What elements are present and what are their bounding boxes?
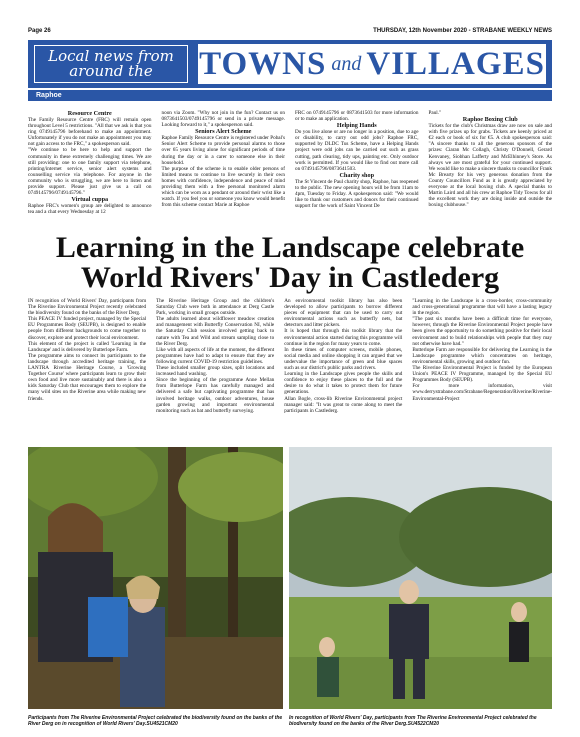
paragraph: The purpose of the scheme is to enable older persons of limited means to continue to live securely in their own homes with confidence, independence and peace of mind providing them with a free personal monitored alarm which can be worn as a pendant or around their wrist like a watch. If you feel you or someone you know would benefit from this scheme contact Marie at Raphoe [161,165,285,209]
paragraph: These included smaller group sizes, split locations and increased hand washing. [156,365,275,378]
section-name: Raphoe [36,92,62,99]
paragraph: The Riverine Heritage Group and the children's Saturday Club were both in attendance at Derg Castle Park, working in small groups outside. [156,298,275,317]
article-column-1 [28,298,146,444]
paragraph: noon via Zoom. "Why not join in the fun? Contact us on 0873641503/0749145796 or send in a private message. Looking forward to it," a spokesperson said. [161,110,285,129]
paragraph: The Riverine Environmental Project is funded by the European Union's PEACE IV Programme, managed by the Special EU Programmes Body (SEUPB). [412,365,552,384]
local-news-line1: Local news from [48,47,174,65]
paragraph: The adults learned about wildflower meadow creation and management with Butterfly Conservation NI, while the Saturday Club session involved getting back to nature with Tea and Wild and stream sampling close to the River Derg. [156,316,275,347]
page-number: Page 26 [28,28,51,34]
virtual-cuppa-heading: Virtual cuppa [71,196,109,204]
article-column-4 [412,298,552,444]
towns-villages-logo [198,44,546,84]
headline [28,233,552,293]
paragraph: Like with all aspects of life at the moment, the different programmes have had to adapt to ensure that they are following current COVID-19 restriction guidelines. [156,346,275,365]
paragraph: In these times of computer screens, mobile phones, social media and online shopping it can argued that we undervalue the importance of green and blue spaces such as our district's public parks and rivers. [284,346,403,372]
and-word: and [331,52,362,75]
section-strip [28,90,552,101]
paragraph: "We continue to be here to help and support the community in these extremely challenging times. We are still providing: one to one family support via telephone, printing/internet service, senior alert systems and counselling service via telephone. For anyone in the community who is struggling, we are here to listen and provide support. Please just give us a call on 0749145796/0749145796." [28,147,152,197]
photo-adults-field [289,447,552,709]
paragraph: Raphoe FRC's women's group are delighted to announce tea and a chat every Wednesday at 12 [28,203,152,216]
paragraph: This PEACE IV funded project, managed by the Special EU Programmes Body (SEUPB), is designed to enable people from different backgrounds to come together to discover, explore and protect their local environment. [28,316,147,341]
paragraph: The St Vincent de Paul charity shop, Raphoe, has reopened to the public. The new opening hours will be from 11am to 4pm, Tuesday to Friday. A spokesperson said: "We would like to thank our customers and donors for their continued support for the work of Saint Vincent De [295,178,419,210]
paragraph: Butterlope Farm are responsible for delivering the Learning in the Landscape programme which concentrates on heritage, environmental skills, growing and outdoor fun. [412,346,552,365]
article-body [28,298,552,444]
raphoe-news [28,110,552,228]
photo-caption-left: Participants from The Riverine Environmental Project celebrated the biodiversity found on the banks of the River Derg on in recognition of World Rivers' Day.SU4521CM20 [28,715,283,727]
paragraph: For more information, visit www.derrystrabane.com/Strabane/Regeneration/Riverine/Riverine-Environmental-Project [412,383,552,402]
paragraph: "Learning in the Landscape is a cross-border, cross-community and cross-generational programme that will have a lasting legacy in the region. [412,298,552,317]
photo-caption-right: In recognition of World Rivers' Day, participants from The Riverine Environmental Project celebrated the biodiversity found on the banks of the River Derg.SU4522CM20 [289,715,537,727]
resource-centre-heading: Resource Centre [67,110,112,117]
villages-word: VILLAGES [366,45,545,82]
paragraph: Raphoe Family Resource Centre is registered under Pobal's Senior Alert Scheme to provide personal alarms to those over 65 years living alone for significant periods of time during the day or in a carer to someone else in their household. [161,135,285,166]
seniors-alert-heading: Seniors Alert Scheme [195,128,252,136]
headline-line-2: World Rivers' Day in Castlederg [80,261,500,294]
paragraph: FRC on 0749145796 or 0873641503 for more information or to make an application. [295,110,419,123]
paragraph: Learning in the Landscape gives people the skills and confidence to enjoy these places to the full and the desire to do what it takes to protect them for future generations. [284,371,403,396]
towns-word: TOWNS [199,45,327,82]
page-header [28,26,552,36]
paragraph: Since the beginning of the programme Anne Mellan from Butterlope Farm has carefully managed and delivered a safe but captivating programme that has involved heritage walks, outdoor adventures, house garden growing and important environmental monitoring such as bat and butterfly surveying. [156,377,275,414]
upper-column-4 [429,110,553,228]
paragraph: "The past six months have been a difficult time for everyone, however, through the Riverine Environmental Project people have been given the opportunity to do something positive for their local environment and to build relationships with people that they may not otherwise have had." [412,316,552,347]
upper-column-2 [162,110,286,228]
paragraph: Tickets for the club's Christmas draw are now on sale and with five prizes up for grabs. Tickets are keenly priced at €2 each or book of six for €5. A club spokesperson said: "A sincere thanks to all the generous sponsors of the prizes: Ciaran Mc Collagh, Christy O'Donnell, Gerard Kenvaney, Siobhan Lafferty and McElhinney's Store. As always we are most grateful for your continued support. We would like to make a sincere thanks to councillor Frank Mc Brearty for his very generous donation from the County Councillors Fund as it is greatly appreciated by everyone at the local boxing club. A special thanks to Martin Laird and all his crew at Raphoe Tidy Towns for all the excellent work they are doing inside and outside the boxing clubhouse." [428,123,552,209]
paragraph: It is hoped that through this toolkit library that the environmental action started during this programme will continue in the region for many years to come. [284,328,403,347]
paragraph: An environmental toolkit library has also been developed to allow participants to borrow different pieces of equipment that can be used to carry out environmental actions such as butterfly nets, bat detectors and litter pickers. [284,298,403,329]
dateline: THURSDAY, 12th November 2020 - STRABANE WEEKLY NEWS [373,28,552,34]
article-column-2 [156,298,274,444]
upper-column-1 [28,110,152,228]
paragraph: The programme aims to connect its participants to the landscape through accredited heritage training, the LANTRA Riverine Heritage Course, a 'Growing Together Course' where participants learn to grow their own food and live more sustainably and there is also a kids Saturday Club that encourages them to explore the many wild sites on the Riverine area while making new friends. [28,352,147,402]
paragraph: The Family Resource Centre (FRC) will remain open throughout Level 5 restrictions. "All that we ask is that you ring 0749145796 beforehand to make an appointment. Unfortunately if you do not make an appointment you may not gain access to the FRC," a spokesperson said. [28,117,152,148]
paragraph: Do you live alone or are no longer in a position, due to age or disability, to carry out odd jobs? Raphoe FRC, supported by DLDC Tus Scheme, have a Helping Hands project were odd jobs can be carried out such as grass cutting, path clearing, tidy ups, painting etc. Only outdoor work is permitted. If you would like to find out more call on 0749145796/0873641503. [295,129,419,172]
charity-shop-heading: Charity shop [339,171,375,179]
local-news-box [34,45,188,83]
article-column-3 [284,298,402,444]
boxing-club-heading: Raphoe Boxing Club [462,116,518,124]
local-news-line2: around the [69,62,153,80]
paragraph: This element of the project is called 'Learning in the Landscape' and is delivered by Butterlope Farm. [28,340,147,353]
paragraph: Paul." [428,110,442,116]
upper-column-3 [295,110,419,228]
paragraph: IN recognition of World Rivers' Day, participants from The Riverine Environmental Project recently celebrated the biodiversity found on the banks of the River Derg. [28,298,147,317]
headline-line-1: Learning in the Landscape celebrate [55,231,525,264]
helping-hands-heading: Helping Hands [336,122,377,130]
masthead [28,40,552,88]
paragraph: Allan Bogle, cross-lib Riverine Environmental project manager said: "It was great to come along to meet the participants in Castlederg. [284,395,403,414]
photo-children-forest [28,447,283,709]
